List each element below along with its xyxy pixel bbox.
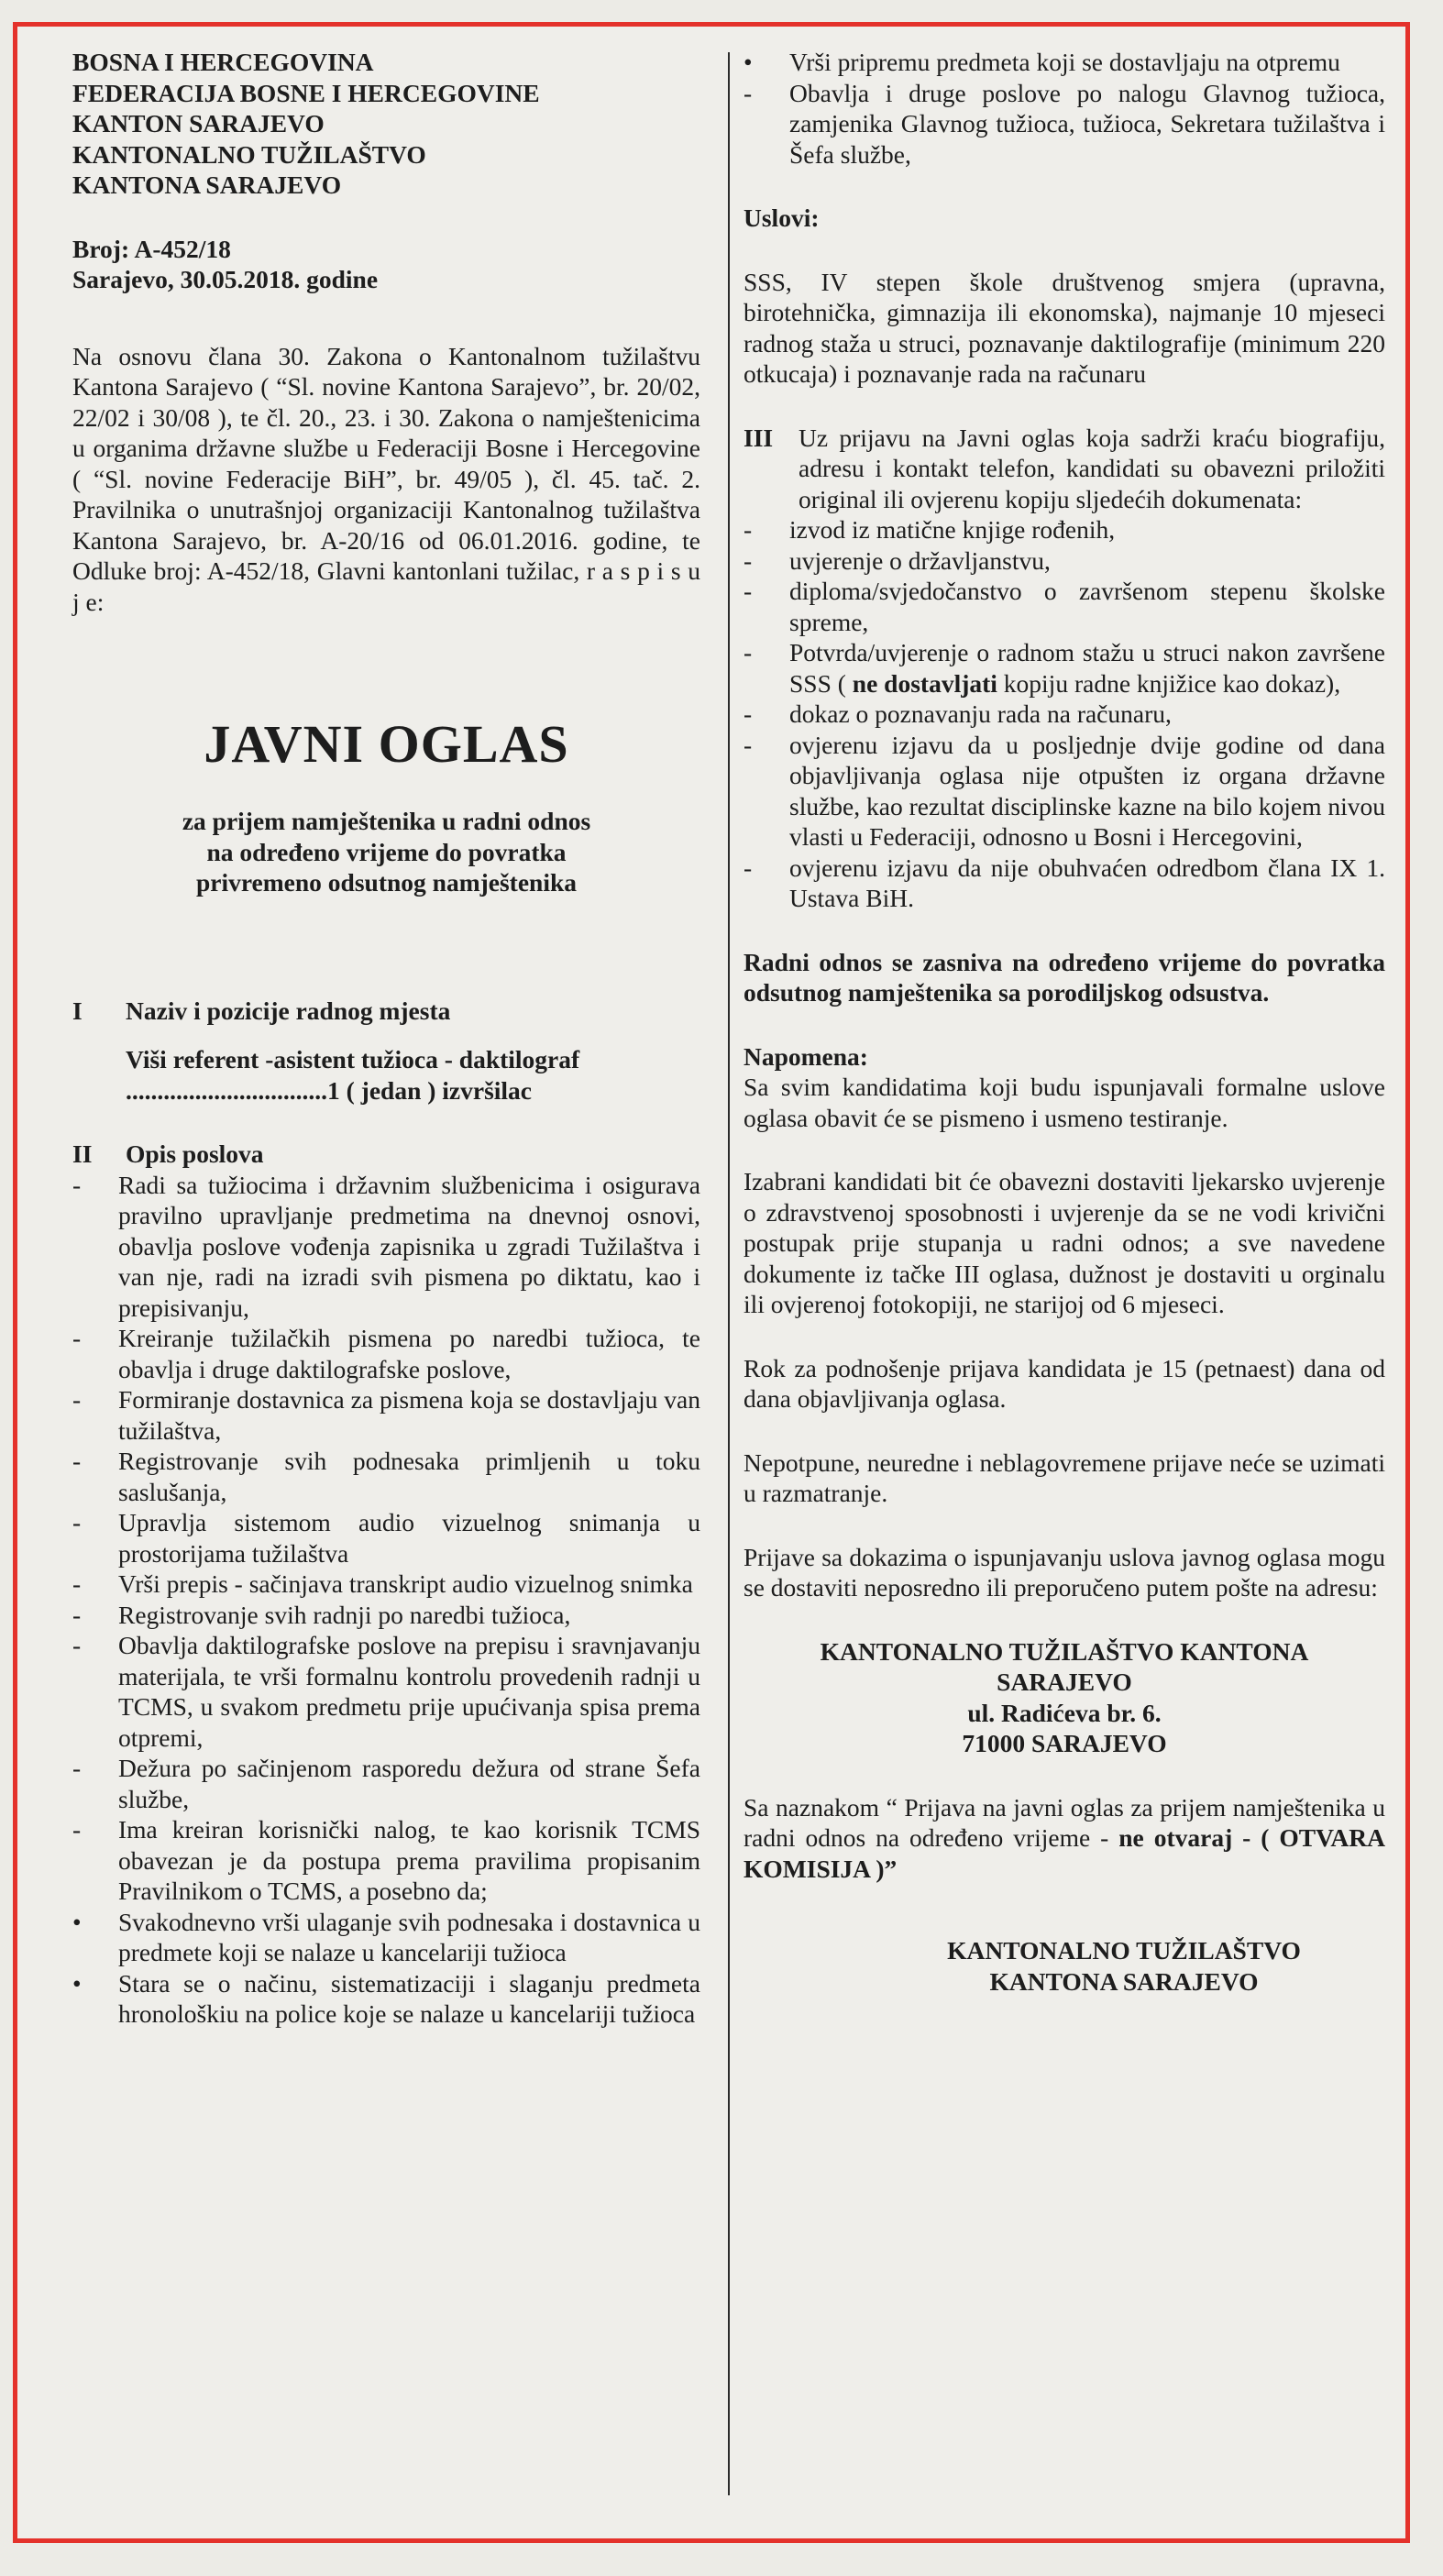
napomena-block bbox=[744, 1041, 1385, 1603]
envelope-text: Sa naznakom “ Prijava na javni oglas za prijem namještenika u radni odnos na određeno vrijeme - bbox=[744, 1792, 1385, 1852]
list-item: - Formiranje dostavnica za pismena koja se dostavljaju van tužilaštva, bbox=[72, 1384, 700, 1446]
reference-number: Broj: A-452/18 bbox=[72, 234, 231, 263]
list-item: - Radi sa tužiocima i državnim službenicima i osigurava pravilno upravljanje predmetima na dnevnoj osnovi, obavlja poslove vođenja zapisnika u zgradi Tužilaštva i van nje, radi na izradi svih pismena po diktatu, kao i prepisivanju, bbox=[72, 1170, 700, 1324]
list-item bbox=[744, 637, 1385, 699]
address-line: KANTONALNO TUŽILAŠTVO KANTONA bbox=[820, 1636, 1309, 1666]
napomena-paragraph: Nepotpune, neuredne i neblagovremene prijave neće se uzimati u razmatranje. bbox=[744, 1448, 1385, 1507]
list-item: - Registrovanje svih podnesaka primljenih u toku saslušanja, bbox=[72, 1446, 700, 1507]
documents-list bbox=[744, 514, 1385, 914]
list-item: - ovjerenu izjavu da nije obuhvaćen odredbom člana IX 1. Ustava BiH. bbox=[744, 853, 1385, 914]
potvrda-emphasis: ne dostavljati bbox=[852, 668, 997, 698]
list-item: - ovjerenu izjavu da u posljednje dvije godine od dana objavljivanja oglasa nije otpušten iz organa državne službe, kao rezultat disciplinske kazne na bilo kojem nivou vlasti u Federaciji, odnosno u Bosni i Hercegovini, bbox=[744, 730, 1385, 853]
address-line: SARAJEVO bbox=[997, 1668, 1132, 1696]
conditions-text: SSS, IV stepen škole društvenog smjera (upravna, birotehnička, gimnazija ili ekonomska), najmanje 10 mjeseci radnog staža u struci, poznavanje daktilografije (minimum 220 otkucaja) i poznavanje rada na računaru bbox=[744, 267, 1385, 388]
section-heading bbox=[72, 996, 700, 1027]
institution-header bbox=[72, 47, 700, 201]
position-title: Viši referent -asistent tužioca - daktilograf bbox=[126, 1045, 580, 1073]
section-duties bbox=[72, 1139, 700, 2030]
subtitle-line: privremeno odsutnog namještenika bbox=[195, 868, 578, 897]
section-number: III bbox=[744, 423, 774, 452]
red-border-frame bbox=[13, 22, 1410, 2543]
position-count: ................................1 ( jedan ) izvršilac bbox=[126, 1075, 533, 1105]
subtitle-line: na određeno vrijeme do povratka bbox=[206, 837, 567, 866]
section-position bbox=[72, 996, 700, 1106]
header-line: KANTONA SARAJEVO bbox=[72, 171, 342, 199]
left-column bbox=[72, 47, 700, 2030]
conditions-heading: Uslovi: bbox=[744, 204, 820, 232]
list-item: - izvod iz matične knjige rođenih, bbox=[744, 514, 1385, 545]
tcms-duties-continued bbox=[744, 47, 1385, 78]
submission-address bbox=[744, 1636, 1385, 1759]
napomena-heading: Napomena: bbox=[744, 1041, 868, 1071]
duties-list bbox=[72, 1170, 700, 1907]
list-item: • Vrši pripremu predmeta koji se dostavljaju na otpremu bbox=[744, 47, 1385, 78]
napomena-paragraph: Izabrani kandidati bit će obavezni dostaviti ljekarsko uvjerenje o zdravstvenoj sposobnosti i uvjerenje da se ne vodi krivični postupak prije stupanja u radni odnos; a sve navedene dokumente iz tačke III oglasa, dužnost je dostaviti u orginalu ili ovjerenoj fotokopiji, ne starijoj od 6 mjeseci. bbox=[744, 1167, 1385, 1318]
list-item: - Kreiranje tužilačkih pismena po naredbi tužioca, te obavlja i druge daktilografske poslove, bbox=[72, 1323, 700, 1384]
right-column bbox=[744, 47, 1385, 1997]
section-title: Naziv i pozicije radnog mjesta bbox=[126, 996, 451, 1025]
list-item: - Obavlja i druge poslove po nalogu Glavnog tužioca, zamjenika Glavnog tužioca, tužioca, Sekretara tužilaštva i Šefa službe, bbox=[744, 78, 1385, 171]
list-item: - diploma/svjedočanstvo o završenom stepenu školske spreme, bbox=[744, 576, 1385, 637]
address-line: ul. Radićeva br. 6. bbox=[967, 1698, 1162, 1727]
document-title: JAVNI OGLAS bbox=[204, 714, 569, 774]
list-item: - uvjerenje o državljanstvu, bbox=[744, 545, 1385, 577]
header-line: KANTON SARAJEVO bbox=[72, 109, 325, 138]
napomena-paragraph: Prijave sa dokazima o ispunjavanju uslova javnog oglasa mogu se dostaviti neposredno ili preporučeno putem pošte na adresu: bbox=[744, 1542, 1385, 1602]
section-number: I bbox=[72, 996, 83, 1025]
documents-intro: Uz prijavu na Javni oglas koja sadrži kraću biografiju, adresu i kontakt telefon, kandidati su obavezni priložiti original ili ovjerenu kopiju sljedećih dokumenata: bbox=[799, 423, 1385, 513]
legal-preamble: Na osnovu člana 30. Zakona o Kantonalnom tužilaštvu Kantona Sarajevo ( “Sl. novine Kantona Sarajevo”, br. 20/02, 22/02 i 30/08 ), te čl. 20., 23. i 30. Zakona o namještenicima u organima državne službe u Federaciji Bosne i Hercegovine ( “Sl. novine Federacije BiH”, br. 49/05 ), čl. 45. tač. 2. Pravilnika o unutrašnjoj organizaciji Kantonalnog tužilaštva Kantona Sarajevo, br. A-20/16 od 06.01.2016. godine, te Odluke broj: A-452/18, Glavni kantonlani tužilac, r a s p i s u j e: bbox=[72, 341, 700, 616]
list-item: - Registrovanje svih radnji po naredbi tužioca, bbox=[72, 1600, 700, 1631]
reference-block bbox=[72, 234, 700, 295]
subtitle-line: za prijem namještenika u radni odnos bbox=[182, 807, 591, 835]
document-date: Sarajevo, 30.05.2018. godine bbox=[72, 265, 379, 293]
employment-note: Radni odnos se zasniva na određeno vrijeme do povratka odsutnog namještenika sa porodiljskog odsustva. bbox=[744, 947, 1385, 1007]
envelope-instruction bbox=[744, 1792, 1385, 1885]
list-item: - Vrši prepis - sačinjava transkript audio vizuelnog snimka bbox=[72, 1569, 700, 1600]
other-duties-list bbox=[744, 78, 1385, 171]
potvrda-text: kopiju radne knjižice kao dokaz), bbox=[997, 668, 1341, 698]
header-line: KANTONALNO TUŽILAŠTVO bbox=[72, 139, 426, 169]
header-line: FEDERACIJA BOSNE I HERCEGOVINE bbox=[72, 78, 540, 107]
column-divider bbox=[728, 52, 730, 2495]
list-item: - Dežura po sačinjenom rasporedu dežura od strane Šefa službe, bbox=[72, 1753, 700, 1814]
tcms-duties-list bbox=[72, 1907, 700, 2030]
section-heading bbox=[72, 1139, 700, 1170]
section-number: II bbox=[72, 1139, 93, 1168]
section-title: Opis poslova bbox=[126, 1139, 264, 1168]
signature-block bbox=[744, 1935, 1385, 1997]
list-item: - Ima kreiran korisnički nalog, te kao korisnik TCMS obavezan je da postupa prema pravilima propisanim Pravilnikom o TCMS, a posebno da; bbox=[72, 1814, 700, 1907]
list-item: - dokaz o poznavanju rada na računaru, bbox=[744, 699, 1385, 730]
list-item: - Upravlja sistemom audio vizuelnog snimanja u prostorijama tužilaštva bbox=[72, 1507, 700, 1569]
napomena-paragraph: Sa svim kandidatima koji budu ispunjavali formalne uslove oglasa obavit će se pismeno i usmeno testiranje. bbox=[744, 1073, 1385, 1132]
list-item: • Stara se o načinu, sistematizaciji i slaganju predmeta hronološkiu na police koje se nalaze u kancelariji tužioca bbox=[72, 1968, 700, 2030]
signature-line: KANTONA SARAJEVO bbox=[989, 1966, 1259, 1996]
address-line: 71000 SARAJEVO bbox=[962, 1729, 1167, 1757]
document-subtitle bbox=[72, 806, 700, 898]
section-documents bbox=[744, 423, 1385, 515]
list-item: • Svakodnevno vrši ulaganje svih podnesaka i dostavnica u predmete koji se nalaze u kancelariji tužioca bbox=[72, 1907, 700, 1968]
potvrda-text: Potvrda/uvjerenje o radnom stažu u struci nakon završene SSS ( bbox=[789, 638, 1385, 698]
header-line: BOSNA I HERCEGOVINA bbox=[72, 48, 374, 76]
napomena-paragraph: Rok za podnošenje prijava kandidata je 15 (petnaest) dana od dana objavljivanja oglasa. bbox=[744, 1353, 1385, 1413]
list-item: - Obavlja daktilografske poslove na prepisu i sravnjavanju materijala, te vrši formalnu kontrolu provedenih radnji u TCMS, u svakom predmetu prije upućivanja spisa prema otpremi, bbox=[72, 1630, 700, 1753]
envelope-emphasis: ne otvaraj - ( OTVARA KOMISIJA )” bbox=[744, 1823, 1385, 1883]
signature-line: KANTONALNO TUŽILAŠTVO bbox=[947, 1936, 1301, 1965]
